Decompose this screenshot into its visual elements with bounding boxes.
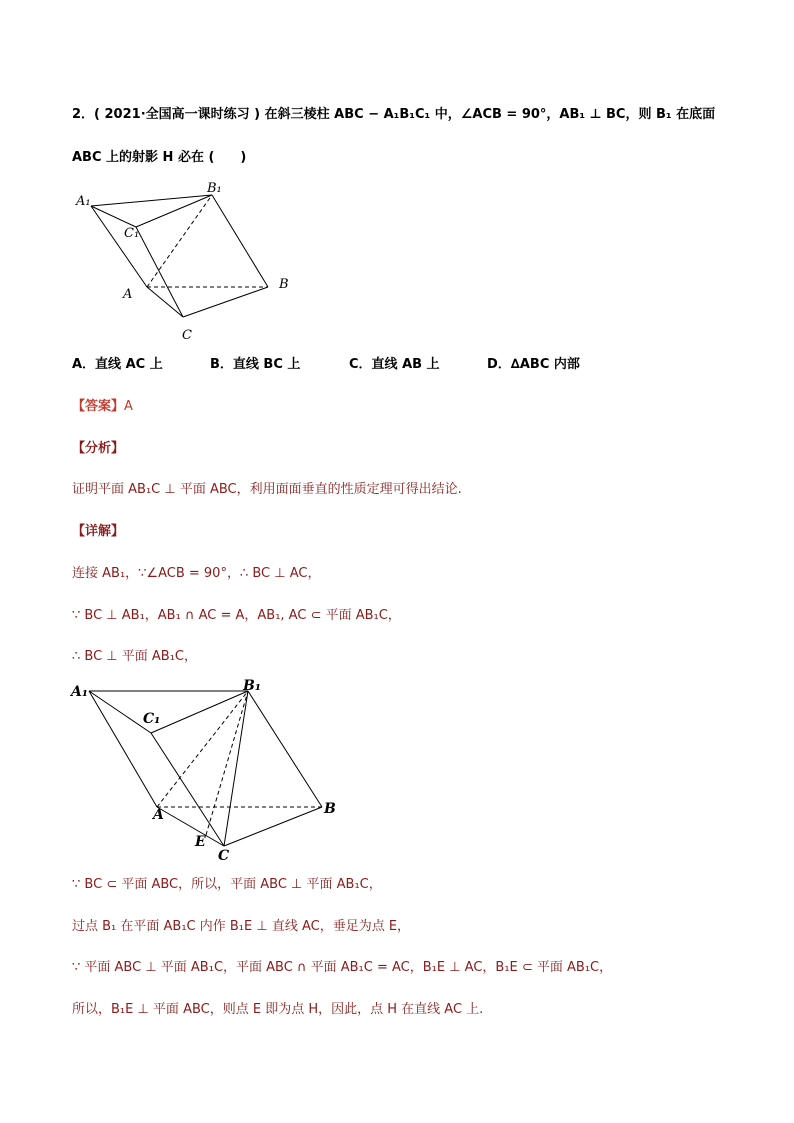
fig1-label-a: A xyxy=(123,287,133,302)
option-b: B．直线 BC 上 xyxy=(210,357,301,372)
conclusion-line-3: ∵ 平面 ABC ⊥ 平面 AB₁C，平面 ABC ∩ 平面 AB₁C = AC，B₁E ⊥ AC，B₁E ⊂ 平面 AB₁C， xyxy=(72,960,613,975)
fig1-label-b1: B₁ xyxy=(207,181,222,196)
detail-line-2: ∵ BC ⊥ AB₁，AB₁ ∩ AC = A，AB₁, AC ⊂ 平面 AB₁C， xyxy=(72,608,401,623)
fig2-label-a1: A₁ xyxy=(71,684,88,700)
option-c: C．直线 AB 上 xyxy=(349,357,440,372)
conclusion-line-2: 过点 B₁ 在平面 AB₁C 内作 B₁E ⊥ 直线 AC，垂足为点 E， xyxy=(72,919,411,934)
detail-line-1: 连接 AB₁，∵∠ACB = 90°，∴ BC ⊥ AC， xyxy=(72,566,321,581)
question-line-1: 2．( 2021·全国高一课时练习 ) 在斜三棱柱 ABC − A₁B₁C₁ 中，∠ACB = 90°，AB₁ ⊥ BC，则 B₁ 在底面 xyxy=(72,107,716,122)
question-line-2: ABC 上的射影 H 必在 ( ) xyxy=(72,150,247,165)
answer-value: A xyxy=(124,399,133,414)
answer-row xyxy=(72,398,133,416)
fig1-label-b: B xyxy=(279,277,289,292)
fig2-label-c: C xyxy=(218,848,230,864)
fig2-label-e: E xyxy=(195,834,206,850)
fig2-label-c1: C₁ xyxy=(143,711,161,727)
detail-tag: 【详解】 xyxy=(72,524,125,539)
fig2-label-b: B xyxy=(324,801,336,817)
answer-tag: 【答案】 xyxy=(72,399,125,414)
detail-line-3: ∴ BC ⊥ 平面 AB₁C， xyxy=(72,649,197,664)
option-a: A．直线 AC 上 xyxy=(72,357,163,372)
fig1-label-c1: C₁ xyxy=(124,226,140,241)
fig1-label-a1: A₁ xyxy=(76,194,91,209)
conclusion-line-4: 所以，B₁E ⊥ 平面 ABC，则点 E 即为点 H，因此，点 H 在直线 AC 上. xyxy=(72,1002,484,1017)
fig2-label-b1: B₁ xyxy=(243,678,261,694)
option-d: D．∆ABC 内部 xyxy=(487,357,580,372)
analysis-tag: 【分析】 xyxy=(72,441,125,456)
fig2-label-a: A xyxy=(153,807,164,823)
analysis-text: 证明平面 AB₁C ⊥ 平面 ABC，利用面面垂直的性质定理可得出结论. xyxy=(72,482,462,497)
fig1-label-c: C xyxy=(182,328,192,343)
conclusion-line-1: ∵ BC ⊂ 平面 ABC，所以，平面 ABC ⊥ 平面 AB₁C， xyxy=(72,877,382,892)
